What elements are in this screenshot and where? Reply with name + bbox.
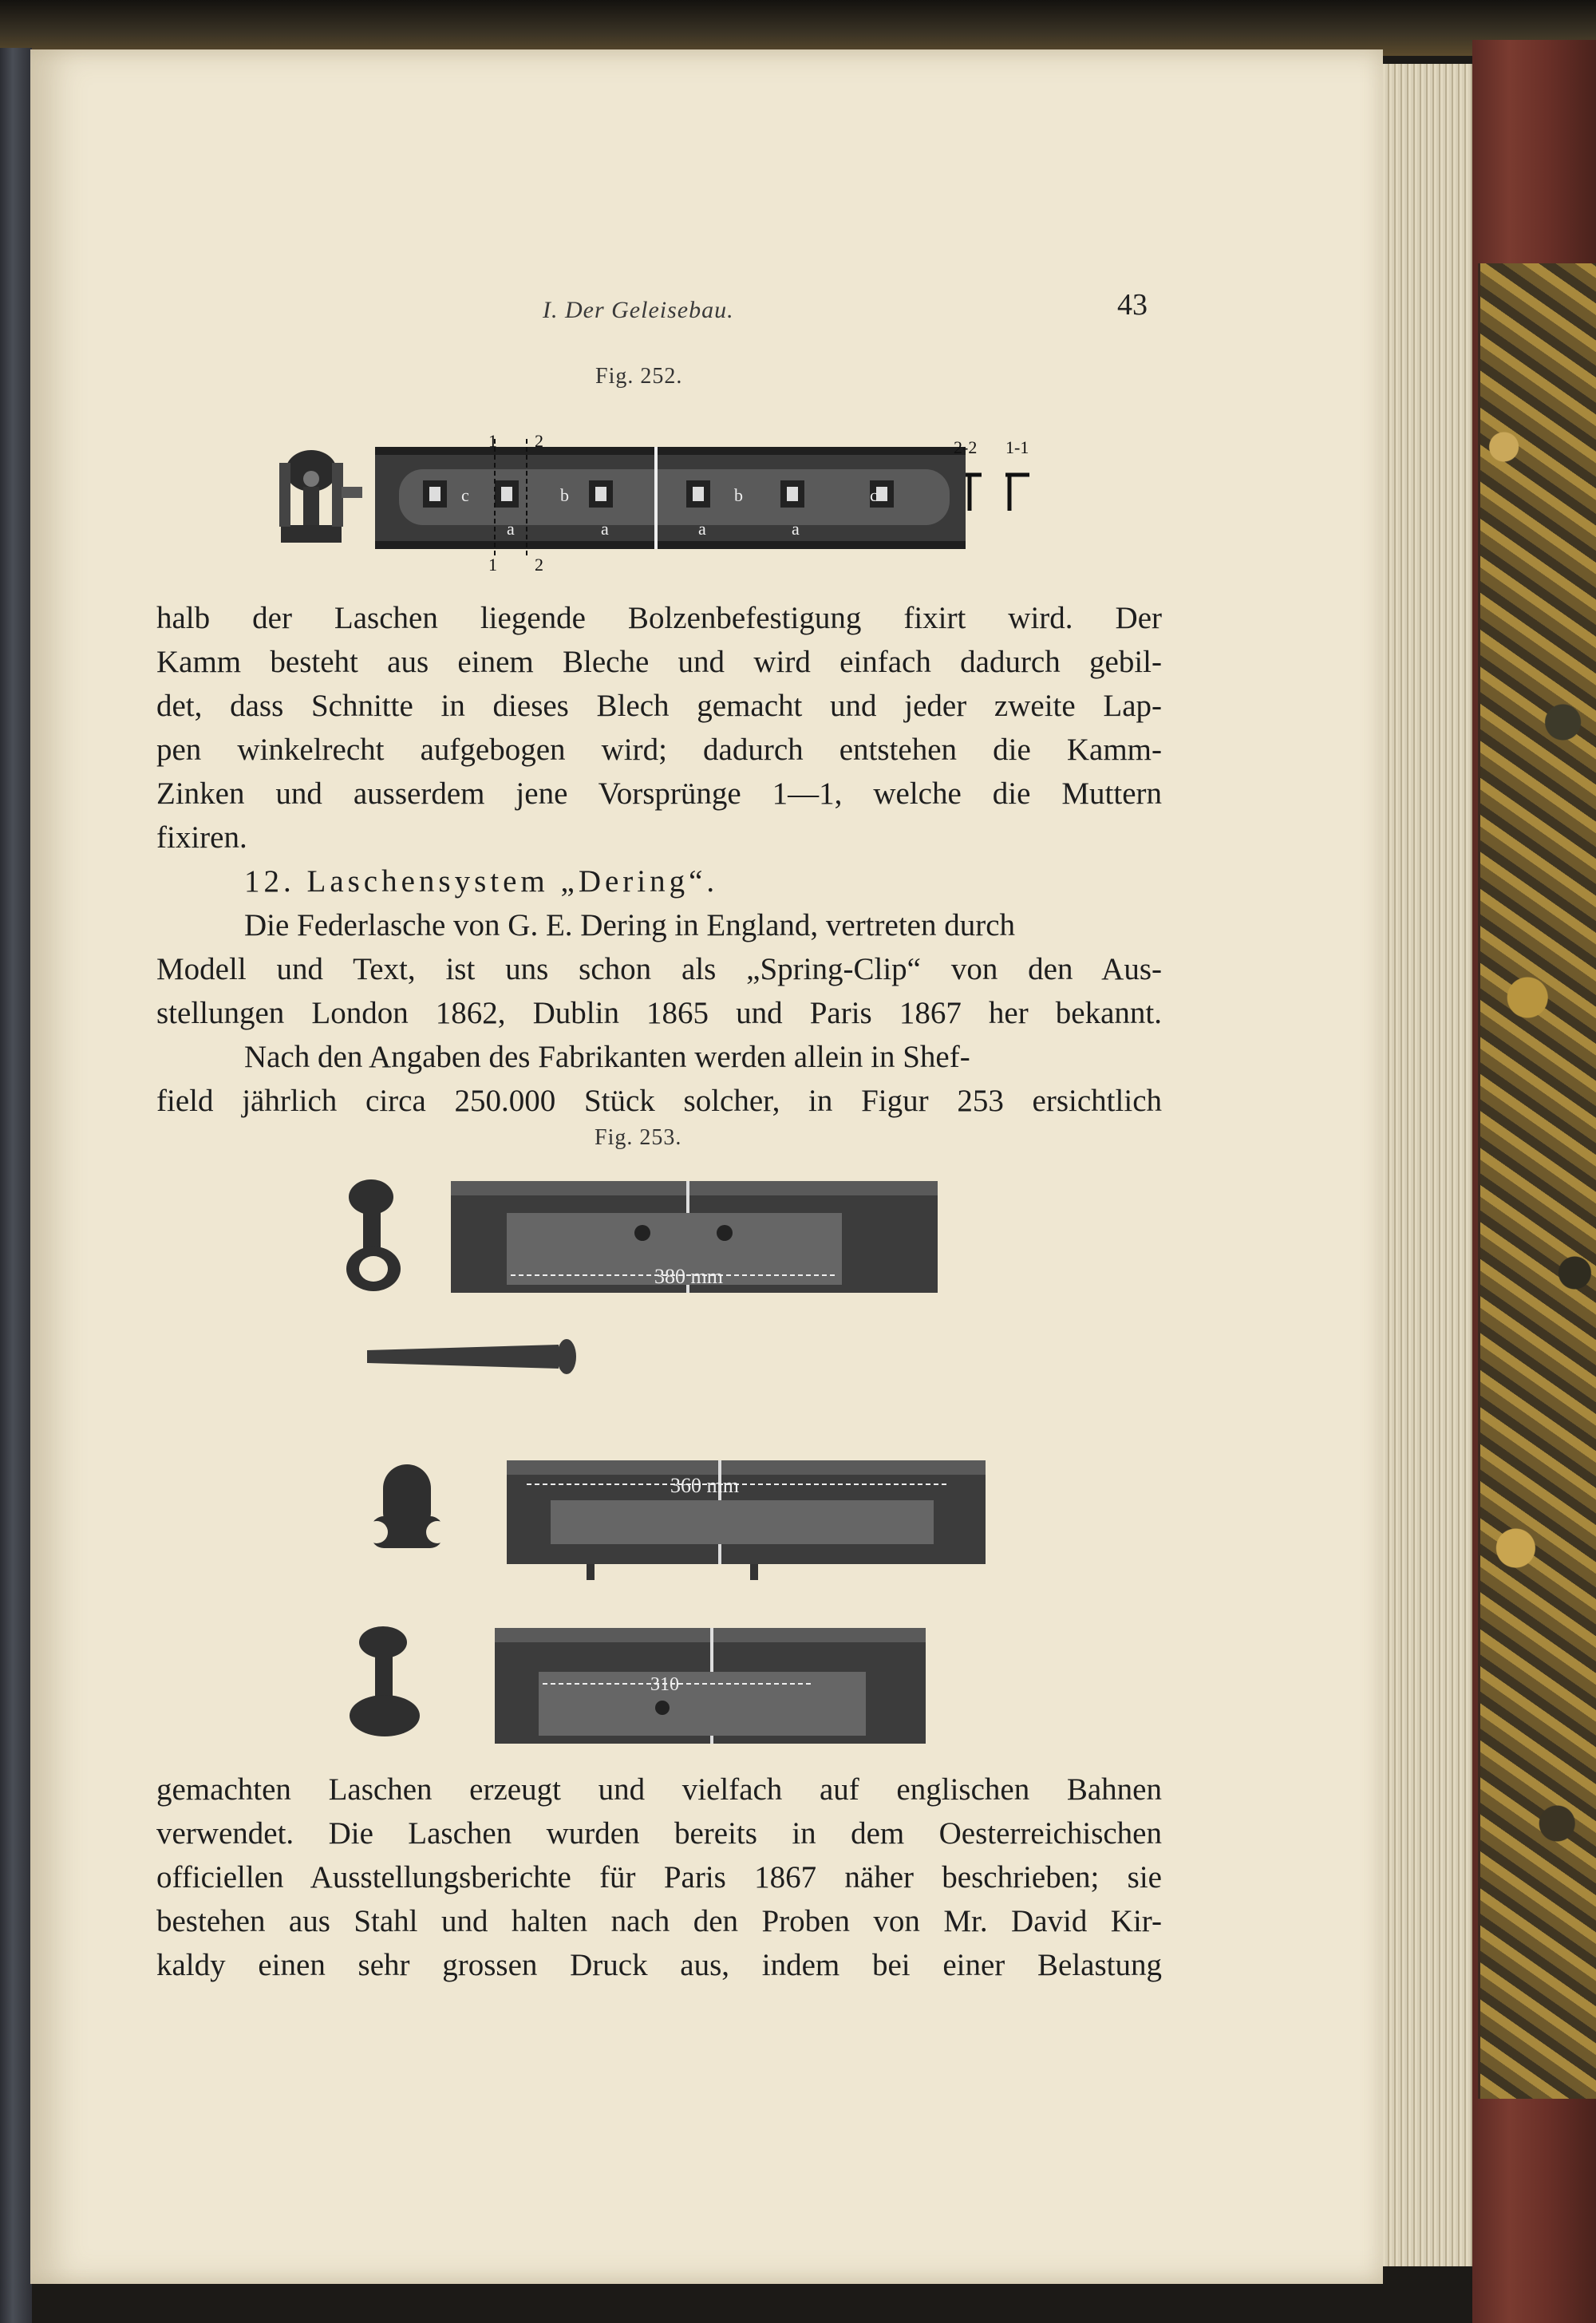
spring-key <box>367 1345 559 1369</box>
text-line: Modell und Text, ist uns schon als „Spring-Clip“ von den Aus- <box>156 952 1162 986</box>
fig-252-caption: Fig. 252. <box>595 364 683 389</box>
rail-cross-section <box>279 450 362 543</box>
text-line: verwendet. Die Laschen wurden bereits in dem Oesterreichischen <box>156 1816 1162 1851</box>
dim-380: 380 mm <box>654 1265 723 1288</box>
fig-252-letter-b-right: b <box>734 485 743 505</box>
text-line: bestehen aus Stahl und halten nach den Proben von Mr. David Kir- <box>156 1904 1162 1938</box>
fishplate-profile-3 <box>350 1626 420 1736</box>
text-line: pen winkelrecht aufgebogen wird; dadurch entstehen die Kamm- <box>156 733 1162 767</box>
page-number: 43 <box>1117 288 1148 322</box>
fig-253-illustration <box>335 1173 1005 1764</box>
fig-252-letter-b-left: b <box>560 485 569 505</box>
text-line: Kamm besteht aus einem Bleche und wird einfach dadurch gebil- <box>156 645 1162 679</box>
fishplate-profile-1 <box>346 1179 401 1291</box>
fig-252-mark-top-1: 1 <box>488 431 497 451</box>
fig-252-mark-bottom-1: 1 <box>488 555 497 575</box>
text-line: stellungen London 1862, Dublin 1865 und Paris 1867 her bekannt. <box>156 996 1162 1030</box>
text-line: fixiren. <box>156 820 247 855</box>
text-line: det, dass Schnitte in dieses Blech gemacht und jeder zweite Lap- <box>156 689 1162 723</box>
dim-360: 360 mm <box>670 1474 739 1497</box>
running-title: I. Der Geleisebau. <box>543 297 734 323</box>
text-line: Zinken und ausserdem jene Vorsprünge 1—1, welche die Muttern <box>156 776 1162 811</box>
body-paragraph-1 <box>156 596 1162 1123</box>
section-label-1-1: 1-1 <box>1005 437 1029 457</box>
fig-252-illustration <box>263 431 1069 575</box>
fishplate-profile-2 <box>365 1464 448 1548</box>
section-profiles <box>966 475 1029 511</box>
rail-2 <box>507 1460 986 1580</box>
page-stack-edges <box>1373 64 1472 2266</box>
fig-252-letter-a-3: a <box>698 519 706 539</box>
fig-253-caption: Fig. 253. <box>595 1125 682 1150</box>
section-label-2-2: 2-2 <box>954 437 978 457</box>
text-line: gemachten Laschen erzeugt und vielfach auf englischen Bahnen <box>156 1772 1162 1807</box>
text-line: kaldy einen sehr grossen Druck aus, indem bei einer Belastung <box>156 1948 1162 1982</box>
binding-left-edge <box>0 48 32 2323</box>
fig-252-letter-c-right: c <box>870 485 878 505</box>
text-line: halb der Laschen liegende Bolzenbefestigung fixirt wird. Der <box>156 601 1162 635</box>
fig-252-mark-bottom-2: 2 <box>535 555 543 575</box>
text-line: field jährlich circa 250.000 Stück solcher, in Figur 253 ersichtlich <box>156 1084 1162 1118</box>
text-line: Nach den Angaben des Fabrikanten werden allein in Shef- <box>244 1040 970 1074</box>
body-paragraph-3 <box>156 1768 1162 1987</box>
book-top-edge <box>0 0 1596 56</box>
text-line: Die Federlasche von G. E. Dering in England, vertreten durch <box>244 908 1016 942</box>
dim-310: 310 <box>650 1674 679 1695</box>
fig-252-letter-a-1: a <box>507 519 515 539</box>
text-line: officiellen Ausstellungsberichte für Paris 1867 näher beschrieben; sie <box>156 1860 1162 1894</box>
rail-3 <box>495 1628 926 1744</box>
fig-252-letter-a-2: a <box>601 519 609 539</box>
fig-252-letter-c-left: c <box>461 485 469 505</box>
marbled-endpaper <box>1478 263 1596 2099</box>
fig-252-letter-a-4: a <box>792 519 800 539</box>
fig-252-mark-top-2: 2 <box>535 431 543 451</box>
section-heading: 12. Laschensystem „Dering“. <box>244 864 719 899</box>
